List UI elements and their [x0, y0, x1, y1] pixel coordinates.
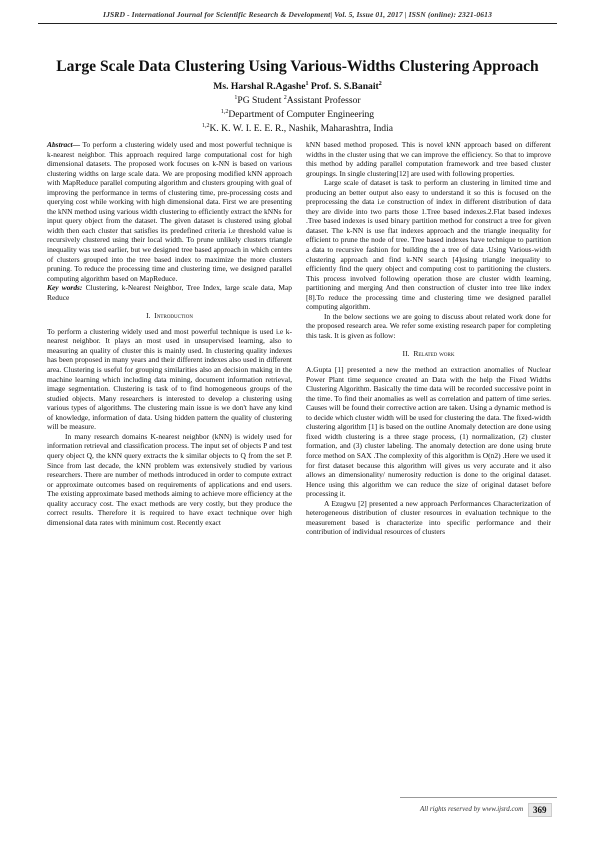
footer-rule [400, 797, 557, 798]
footer-rights: All rights reserved by www.ijsrd.com [420, 805, 524, 813]
right-column [306, 140, 551, 537]
paper-authors [30, 81, 565, 92]
author-2-sup: 2 [378, 80, 382, 87]
abstract-text: To perform a clustering widely used and most powerful technique is k-nearest neighbor. This approach required large computational cost for high dimensional datasets. The proposed work focuses on k-NN is based on various clustering widths on large scale data. We are proposing modified kNN approach with MapReduce parallel computing algorithm and clusters grouping with goal of improving the performance in terms of clustering time, pre-processing costs and querying cost while working with high dimensional data. First we are presenting the kNN method using various width clustering to efficiently extract the kNNs for input query object from the dataset. The given dataset is clustered using global width then each cluster that satisfies its predefined criteria i.e threshold value is recursively clustered using their local width. To prune unlikely clusters triangle inequality was used earlier, but we designed tree based approach in which centers of clusters grouped into the tree based index to maximize the more clusters pruning. To reduce the processing time and clustering time, we designed parallel computing algorithm based on MapReduce. [47, 140, 292, 283]
affiliation-institute [30, 123, 565, 134]
related-paragraph-2: A Ezugwu [2] presented a new approach Performances Characterization of heterogeneous distribution of cluster resources in evaluation technique to the measurement based is characterize into specific performance and their contribution of individual resources of clusters [306, 498, 551, 537]
affiliation-department [30, 109, 565, 120]
affil-dept: Department of Computer Engineering [228, 109, 375, 120]
affil-inst: K. K. W. I. E. E. R., Nashik, Maharashtra, India [209, 123, 394, 134]
section-heading-introduction [47, 311, 292, 321]
author-1: Ms. Harshal R.Agashe [213, 81, 306, 92]
section-heading-related-work [306, 349, 551, 359]
body-paragraph-1: kNN based method proposed. This is novel kNN approach based on different widths in the cluster using that we can improve the efficiency. So that to improve this method by adding parallel computation framework and tree based cluster groupings. In single clustering[12] are used with following properties. [306, 140, 551, 178]
affil-role-2: Assistant Professor [286, 95, 361, 106]
section-number: I. [146, 311, 151, 321]
abstract [47, 140, 292, 283]
page-number: 369 [528, 803, 552, 817]
affil-sup: 1,2 [201, 122, 210, 129]
affil-sup: 2 [283, 94, 287, 101]
body-paragraph-3: In the below sections we are going to discuss about related work done for the proposed research area. We refer some existing research paper for completing this task. It is given as follow: [306, 311, 551, 340]
intro-paragraph-1: To perform a clustering widely used and most powerful technique is used i.e k-nearest neighbor. It plays an most used in unsupervised learning, also to measuring an quality of cluster this is mainly used. In clustering quality indexes has been proposed in many years and their different indexes also used in different area. Clustering is useful for grouping similarities also an decision making in the machine learning which including data mining, document information retrieval, image segmentation. Clustering is task of to find homogeneous groups of the studied objects. Many researchers is interested to develop a clustering using various types of algorithms. The clustering main issue is we don't have any kind of knowledge, information of data. Using hidden pattern the quality of clustering will be measure. [47, 326, 292, 432]
related-paragraph-1: A.Gupta [1] presented a new the method an extraction anomalies of Nuclear Power Plant time sequence created an Data with the help the Fixed Widths Clustering Algorithm. Basically the time data will be recorded successive point in the time. To find their anomalies as well as correlation and pattern of time series. Causes will be found their corrective action are taken. Using a dynamic method is to decide which cluster width will be used for clustering the data. The fixed-width clustering algorithm [1] is based on the outline Anomaly detection are done using fixed width clustering is a three stage process, (1) normalization, (2) cluster formation, and (3) cluster labeling. The anomaly detection are done using brute force method on SAX .The complexity of this algorithm is O(n2) .Here we used it for first dataset because this algorithm will gives us very accurate and it also allows an dimensionality/ numerosity reduction is done to the original dataset. Hence using this algorithm we can reduce the size of original dataset before processing it. [306, 365, 551, 499]
keywords [47, 283, 292, 302]
left-column [47, 140, 292, 527]
affil-sup: 1 [234, 94, 238, 101]
journal-header: IJSRD - International Journal for Scientific Research & Development| Vol. 5, Issue 01, 2017 | ISSN (online): 2321-0613 [103, 10, 492, 19]
section-number: II. [402, 349, 410, 359]
affiliation-roles [30, 95, 565, 106]
header-rule [38, 23, 557, 24]
author-1-sup: 1 [305, 80, 309, 87]
paper-title: Large Scale Data Clustering Using Various-Widths Clustering Approach [56, 58, 539, 75]
keywords-text: Clustering, k-Nearest Neighbor, Tree Index, large scale data, Map Reduce [47, 283, 292, 302]
section-title: Introduction [154, 311, 193, 321]
section-title: Related work [413, 349, 455, 359]
affil-role-1: PG Student [237, 95, 284, 106]
abstract-label: Abstract— [47, 140, 81, 149]
body-paragraph-2: Large scale of dataset is task to perform an clustering in limited time and producing an better output also easy to understand it so this is focused on the preprocessing the data i.e construction of index in different distribution of data they are divide into two parts those 1.Tree based indexes.2.Flat based indexes .Tree based indexes is used binary partition method for construct a tree for given dataset. The k-NN is use flat indexes approach and the triangle inequality for efficient to prune the node of tree. Tree based indexes have technique to partition a data to recursive fashion for building the a tree of data .Using Various-width clustering approach and find k-NN search [4]using triangle inequality to efficiently find the query object and computing cost to partitioning the clusters. This process involved following operation those are cluster width learning, partitioning and merging And then construction of cluster into tree like index [8].To reduce the processing time and clustering time we designed parallel computing algorithm. [306, 178, 551, 312]
intro-paragraph-2: In many research domains K-nearest neighbor (kNN) is widely used for information retrieval and classification process. The input set of objects P and test query object Q, the kNN query extracts the k similar objects to Q from the set P. Since from last decade, the kNN problem was extensively studied by various researchers. There are number of methods introduced in order to compute extract or approximate outcomes based on requirements of applications and end users. The existing approximate based methods aiming to achieve more efficiency at the quality accuracy cost. The exact methods are very costly, but they produce the correct results. Therefore it is required to have exact technique over high dimensional data rates with minimum cost. Recently exact [47, 431, 292, 527]
affil-sup: 1,2 [220, 108, 229, 115]
keywords-label: Key words: [47, 283, 83, 293]
author-2: Prof. S. S.Banait [308, 81, 379, 92]
